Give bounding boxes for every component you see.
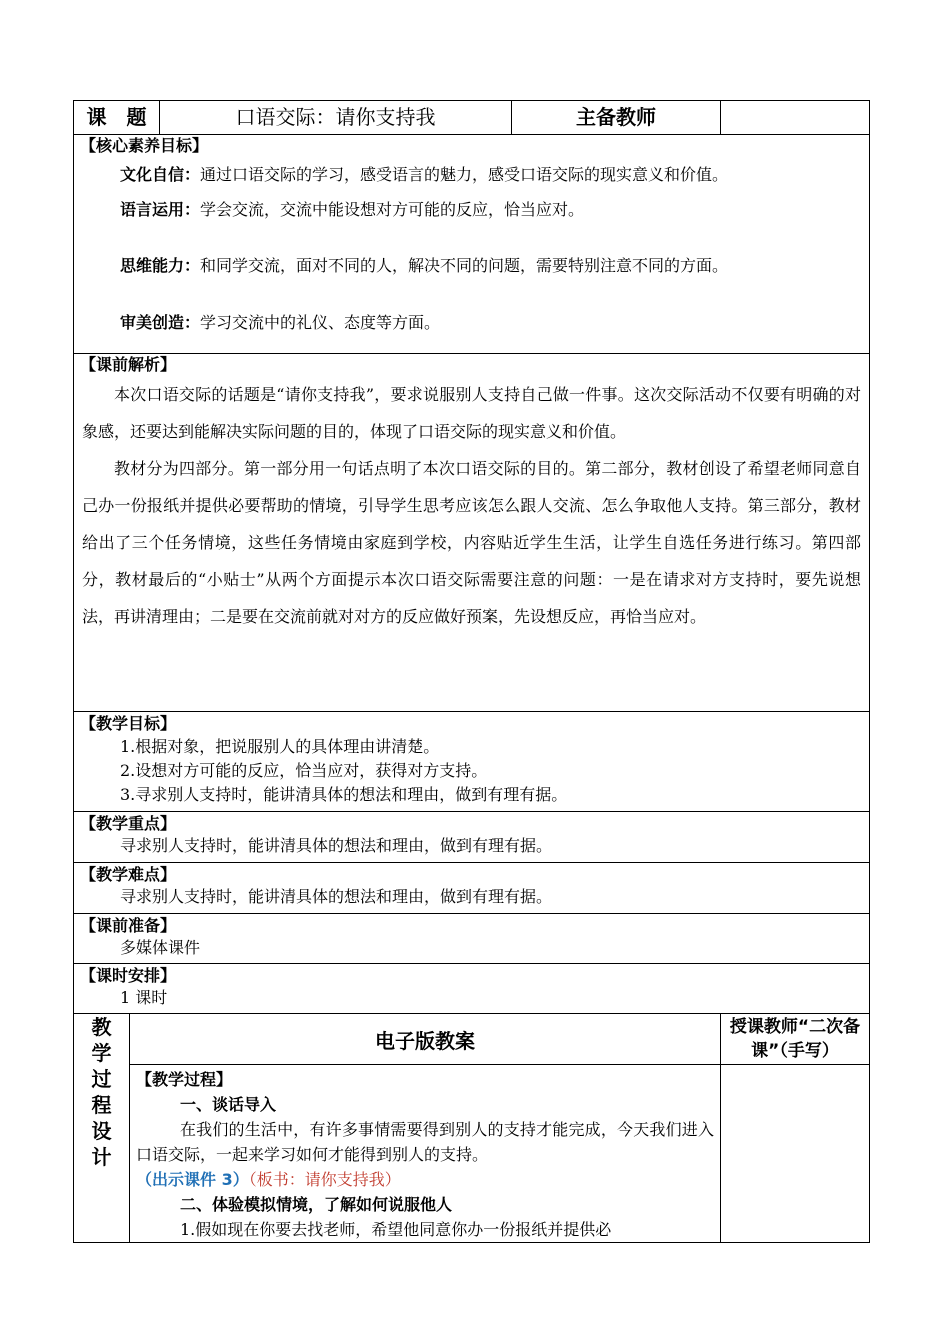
key-points-title: 【教学重点】 (80, 814, 177, 833)
courseware-note: （出示课件 3）（板书：请你支持我） (136, 1170, 401, 1189)
schedule-row (74, 964, 870, 1014)
core-goals-title: 【核心素养目标】 (80, 136, 209, 155)
step-1-text: 在我们的生活中，有许多事情需要得到别人的支持才能完成，今天我们进入口语交际，一起来学习如何才能得到别人的支持。 (136, 1120, 714, 1164)
column-teacher-notes: 授课教师“二次备课”（手写） (721, 1014, 870, 1065)
preparation-title: 【课前准备】 (80, 916, 177, 935)
step-2-text: 1.假如现在你要去找老师，希望他同意你办一份报纸并提供必 (180, 1220, 612, 1239)
lesson-plan-document (73, 100, 869, 1243)
schedule-title: 【课时安排】 (80, 966, 177, 985)
process-cell (130, 1065, 721, 1243)
design-header-row (74, 1014, 870, 1065)
goal-aesthetic: 审美创造：学习交流中的礼仪、态度等方面。 (120, 313, 441, 332)
course-label: 课 题 (74, 101, 160, 135)
key-points-text: 寻求别人支持时，能讲清具体的想法和理由，做到有理有据。 (120, 836, 553, 855)
objective-item: 1.根据对象，把说服别人的具体理由讲清楚。 (120, 737, 440, 756)
handwritten-notes-cell (721, 1065, 870, 1243)
preparation-row (74, 914, 870, 964)
difficulties-row (74, 863, 870, 914)
goal-thinking: 思维能力：和同学交流，面对不同的人，解决不同的问题，需要特别注意不同的方面。 (120, 256, 729, 275)
objective-item: 2.设想对方可能的反应，恰当应对，获得对方支持。 (120, 761, 488, 780)
analysis-row (74, 354, 870, 712)
objective-item: 3.寻求别人支持时，能讲清具体的想法和理由，做到有理有据。 (120, 785, 568, 804)
key-points-row (74, 812, 870, 863)
design-side-label: 教 学 过 程 设 计 (74, 1014, 130, 1243)
column-electronic-plan: 电子版教案 (130, 1014, 721, 1065)
preparation-text: 多媒体课件 (120, 938, 201, 957)
difficulties-title: 【教学难点】 (80, 865, 177, 884)
core-goals-row (74, 135, 870, 354)
step-1-title: 一、谈话导入 (180, 1095, 277, 1114)
analysis-paragraph-2: 教材分为四部分。第一部分用一句话点明了本次口语交际的目的。第二部分，教材创设了希望老师同意自己办一份报纸并提供必要帮助的情境，引导学生思考应该怎么跟人交流、怎么争取他人支持。第三部分，教材给出了三个任务情境，这些任务情境由家庭到学校，内容贴近学生生活，让学生自选任务进行练习。第四部分，教材最后的“小贴士”从两个方面提示本次口语交际需要注意的问题：一是在请求对方支持时，要先说想法，再讲清理由；二是要在交流前就对对方的反应做好预案，先设想反应，再恰当应对。 (82, 459, 861, 626)
course-title: 口语交际：请你支持我 (160, 101, 512, 135)
schedule-text: 1 课时 (120, 988, 168, 1007)
teacher-value (721, 101, 870, 135)
goal-language: 语言运用：学会交流，交流中能设想对方可能的反应，恰当应对。 (120, 200, 585, 219)
goal-culture: 文化自信：通过口语交际的学习，感受语言的魅力，感受口语交际的现实意义和价值。 (120, 165, 729, 184)
step-2-title: 二、体验模拟情境，了解如何说服他人 (180, 1195, 453, 1214)
analysis-paragraph-1: 本次口语交际的话题是“请你支持我”，要求说服别人支持自己做一件事。这次交际活动不仅要有明确的对象感，还要达到能解决实际问题的目的，体现了口语交际的现实意义和价值。 (82, 385, 861, 441)
header-row (74, 101, 870, 135)
difficulties-text: 寻求别人支持时，能讲清具体的想法和理由，做到有理有据。 (120, 887, 553, 906)
objectives-title: 【教学目标】 (80, 714, 177, 733)
lesson-plan-table (73, 100, 870, 1243)
analysis-title: 【课前解析】 (80, 355, 177, 374)
design-body-row (74, 1065, 870, 1243)
process-title: 【教学过程】 (136, 1070, 233, 1089)
teacher-label: 主备教师 (512, 101, 721, 135)
objectives-row (74, 712, 870, 812)
